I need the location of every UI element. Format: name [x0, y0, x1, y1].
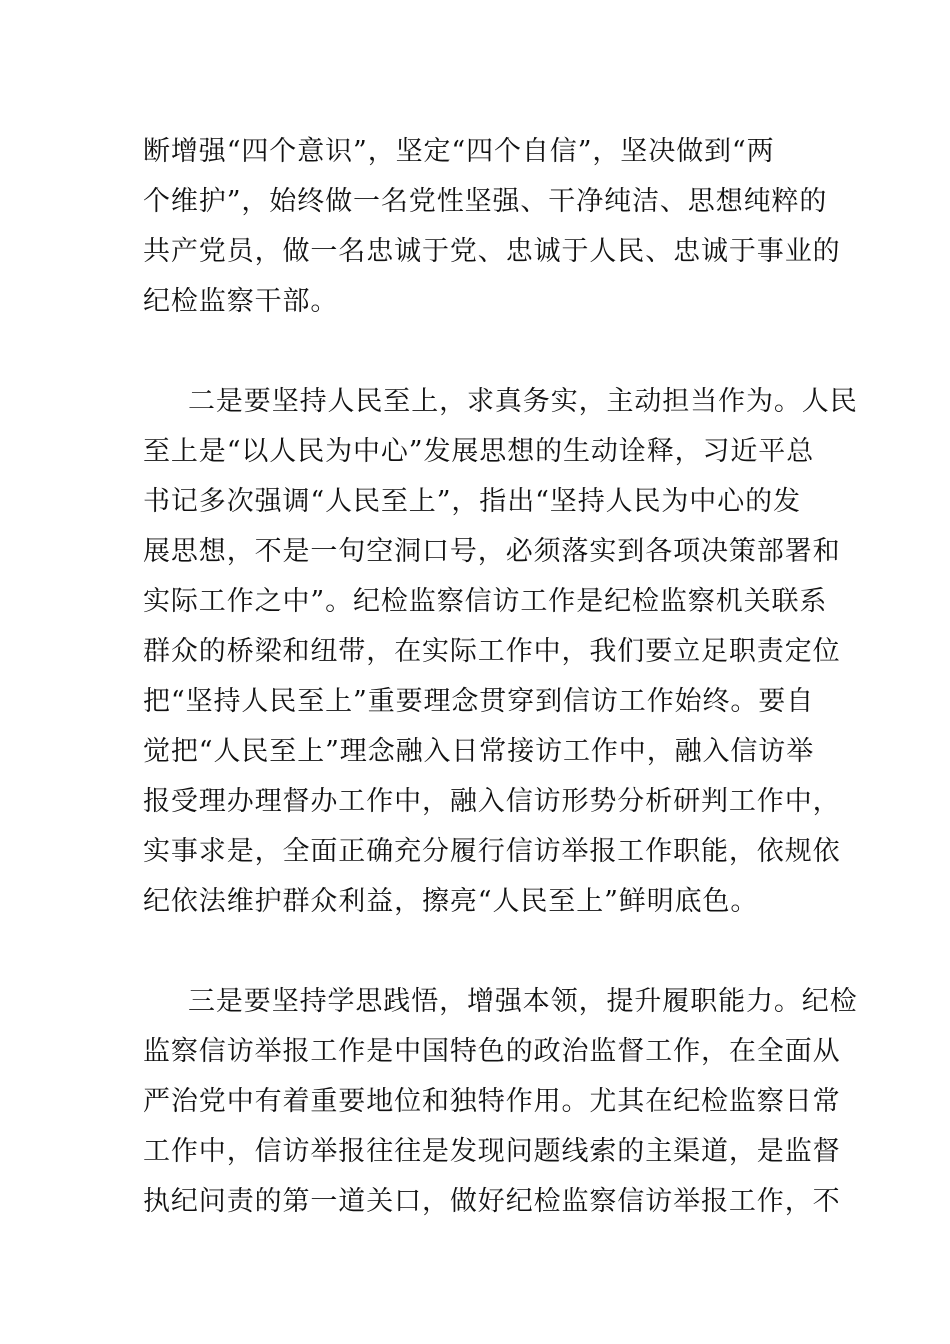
paragraph-line: 断增强“四个意识”，坚定“四个自信”，坚决做到“两	[143, 136, 775, 167]
paragraph-line: 群众的桥梁和纽带，在实际工作中，我们要立足职责定位	[143, 636, 841, 667]
paragraph-line: 执纪问责的第一道关口，做好纪检监察信访举报工作，不	[143, 1186, 841, 1217]
paragraph-line: 实际工作之中”。纪检监察信访工作是纪检监察机关联系	[143, 586, 828, 617]
paragraph-line: 展思想，不是一句空洞口号，必须落实到各项决策部署和	[143, 536, 841, 567]
paragraph-line: 至上是“以人民为中心”发展思想的生动诠释，习近平总	[143, 436, 815, 467]
paragraph-line: 纪检监察干部。	[143, 286, 339, 317]
paragraph-line: 报受理办理督办工作中，融入信访形势分析研判工作中，	[143, 786, 841, 817]
paragraph-line: 监察信访举报工作是中国特色的政治监督工作，在全面从	[143, 1036, 841, 1067]
paragraph-line: 二是要坚持人民至上，求真务实，主动担当作为。人民	[188, 386, 858, 417]
paragraph-line: 纪依法维护群众利益，擦亮“人民至上”鲜明底色。	[143, 886, 759, 917]
paragraph-line: 书记多次强调“人民至上”，指出“坚持人民为中心的发	[143, 486, 801, 517]
paragraph-line: 实事求是，全面正确充分履行信访举报工作职能，依规依	[143, 836, 841, 867]
paragraph-line: 个维护”，始终做一名党性坚强、干净纯洁、思想纯粹的	[143, 186, 828, 217]
paragraph-line: 严治党中有着重要地位和独特作用。尤其在纪检监察日常	[143, 1086, 841, 1117]
paragraph-line: 三是要坚持学思践悟，增强本领，提升履职能力。纪检	[188, 986, 858, 1017]
paragraph-line: 工作中，信访举报往往是发现问题线索的主渠道，是监督	[143, 1136, 841, 1167]
paragraph-line: 觉把“人民至上”理念融入日常接访工作中，融入信访举	[143, 736, 815, 767]
paragraph-line: 共产党员，做一名忠诚于党、忠诚于人民、忠诚于事业的	[143, 236, 841, 267]
paragraph-line: 把“坚持人民至上”重要理念贯穿到信访工作始终。要自	[143, 686, 815, 717]
